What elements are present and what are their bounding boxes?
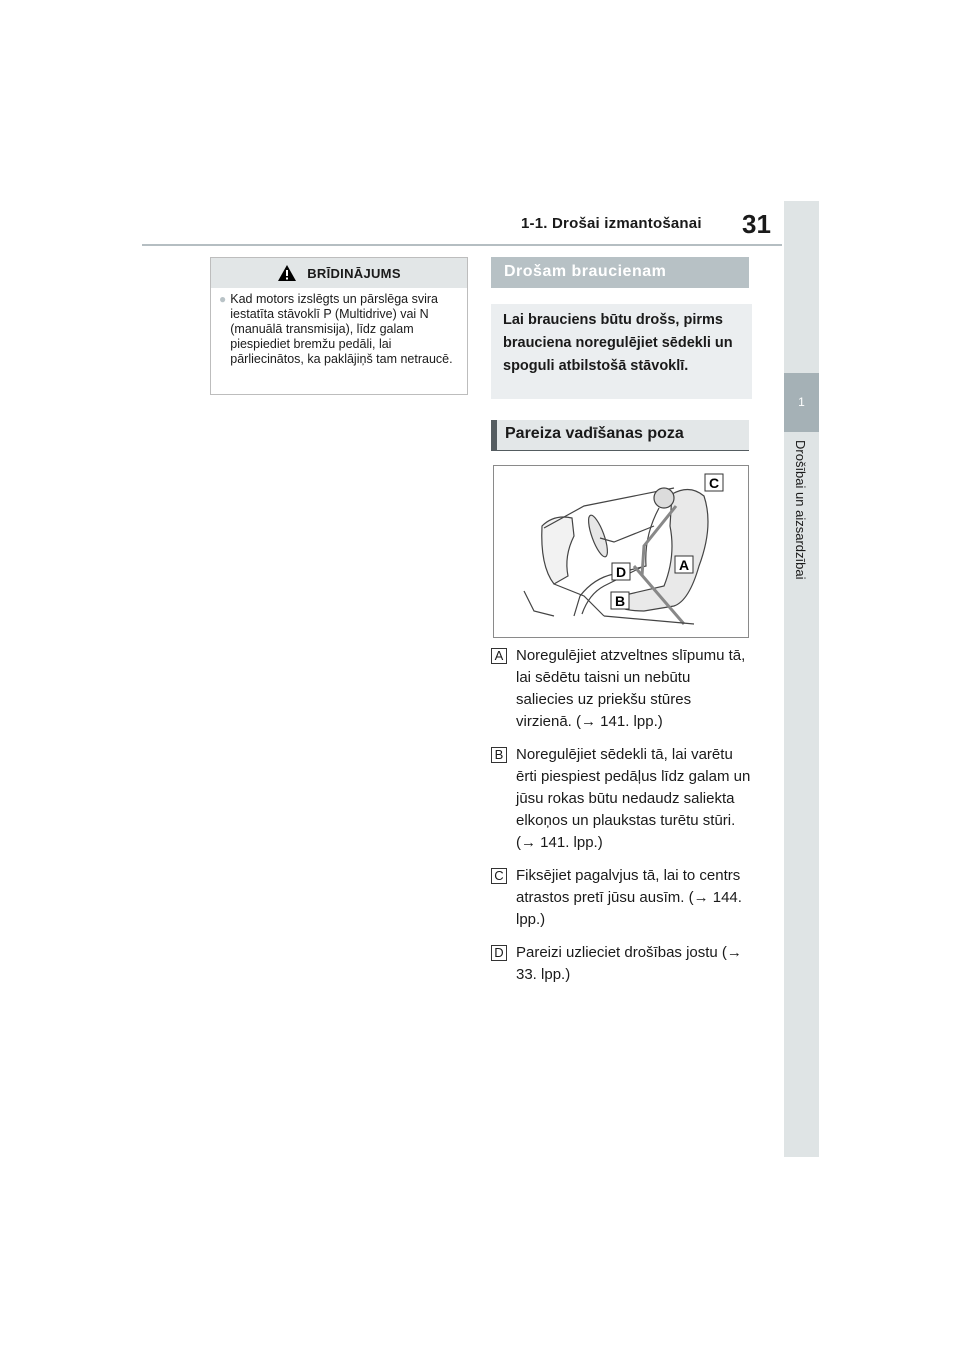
list-item — [491, 865, 761, 931]
header-rule — [142, 244, 782, 246]
item-label-b: B — [491, 747, 507, 763]
item-text: Noregulējiet atzveltnes slīpumu tā, lai sēdētu taisni un nebūtu saliecies uz priekšu stūres virzienā. (→ 141. lpp.) — [516, 647, 746, 730]
item-text: Noregulējiet sēdekli tā, lai varētu ērti piespiest pedāļus līdz galam un jūsu rokas būtu nedaudz saliekta elkoņos un plaukstas turētu stūri. (→ 141. lpp.) — [516, 746, 751, 851]
section-title-bar — [491, 257, 749, 288]
item-label-a: A — [491, 648, 507, 664]
section-title: Drošam braucienam — [504, 263, 667, 280]
item-label-d: D — [491, 945, 507, 961]
item-text: Pareizi uzlieciet drošības jostu (→ 33. lpp.) — [516, 944, 742, 983]
callout-c: C — [708, 475, 720, 491]
subsection-rule — [491, 450, 749, 451]
chapter-title: Drošībai un aizsardzībai — [793, 440, 808, 580]
section-header: 1-1. Drošai izmantošanai — [521, 215, 702, 232]
item-text: Fiksējiet pagalvjus tā, lai to centrs atrastos pretī jūsu ausīm. (→ 144. lpp.) — [516, 867, 742, 928]
list-item — [491, 942, 761, 986]
adjustment-list — [491, 645, 761, 997]
callout-d: D — [615, 564, 627, 580]
warning-triangle-icon — [277, 264, 297, 282]
list-item — [491, 645, 761, 733]
item-label-c: C — [491, 868, 507, 884]
chapter-number: 1 — [784, 373, 819, 432]
intro-text: Lai brauciens būtu drošs, pirms brauciena noregulējiet sēdekli un spoguli atbilstošā stāvoklī. — [503, 312, 733, 374]
driver-seat-drawing — [494, 466, 748, 637]
warning-text: Kad motors izslēgts un pārslēga svira iestatīta stāvoklī P (Multidrive) vai N (manuālā transmisija), līdz galam piespiediet bremžu pedāli, lai pārliecinātos, ka paklājiņš tam netraucē. — [230, 292, 453, 366]
warning-box — [210, 257, 468, 395]
warning-title: BRĪDINĀJUMS — [307, 265, 401, 281]
page-number: 31 — [742, 209, 771, 239]
subsection-title-bar — [491, 420, 749, 450]
warning-item — [211, 288, 467, 367]
callout-b: B — [614, 593, 626, 609]
callout-a: A — [678, 557, 690, 573]
intro-box — [491, 304, 752, 399]
list-item — [491, 744, 761, 854]
driving-posture-illustration — [493, 465, 749, 638]
chapter-side-tab — [784, 201, 819, 1157]
subsection-title: Pareiza vadīšanas poza — [505, 425, 684, 442]
warning-header — [211, 258, 467, 288]
bullet-icon: ● — [219, 292, 227, 306]
